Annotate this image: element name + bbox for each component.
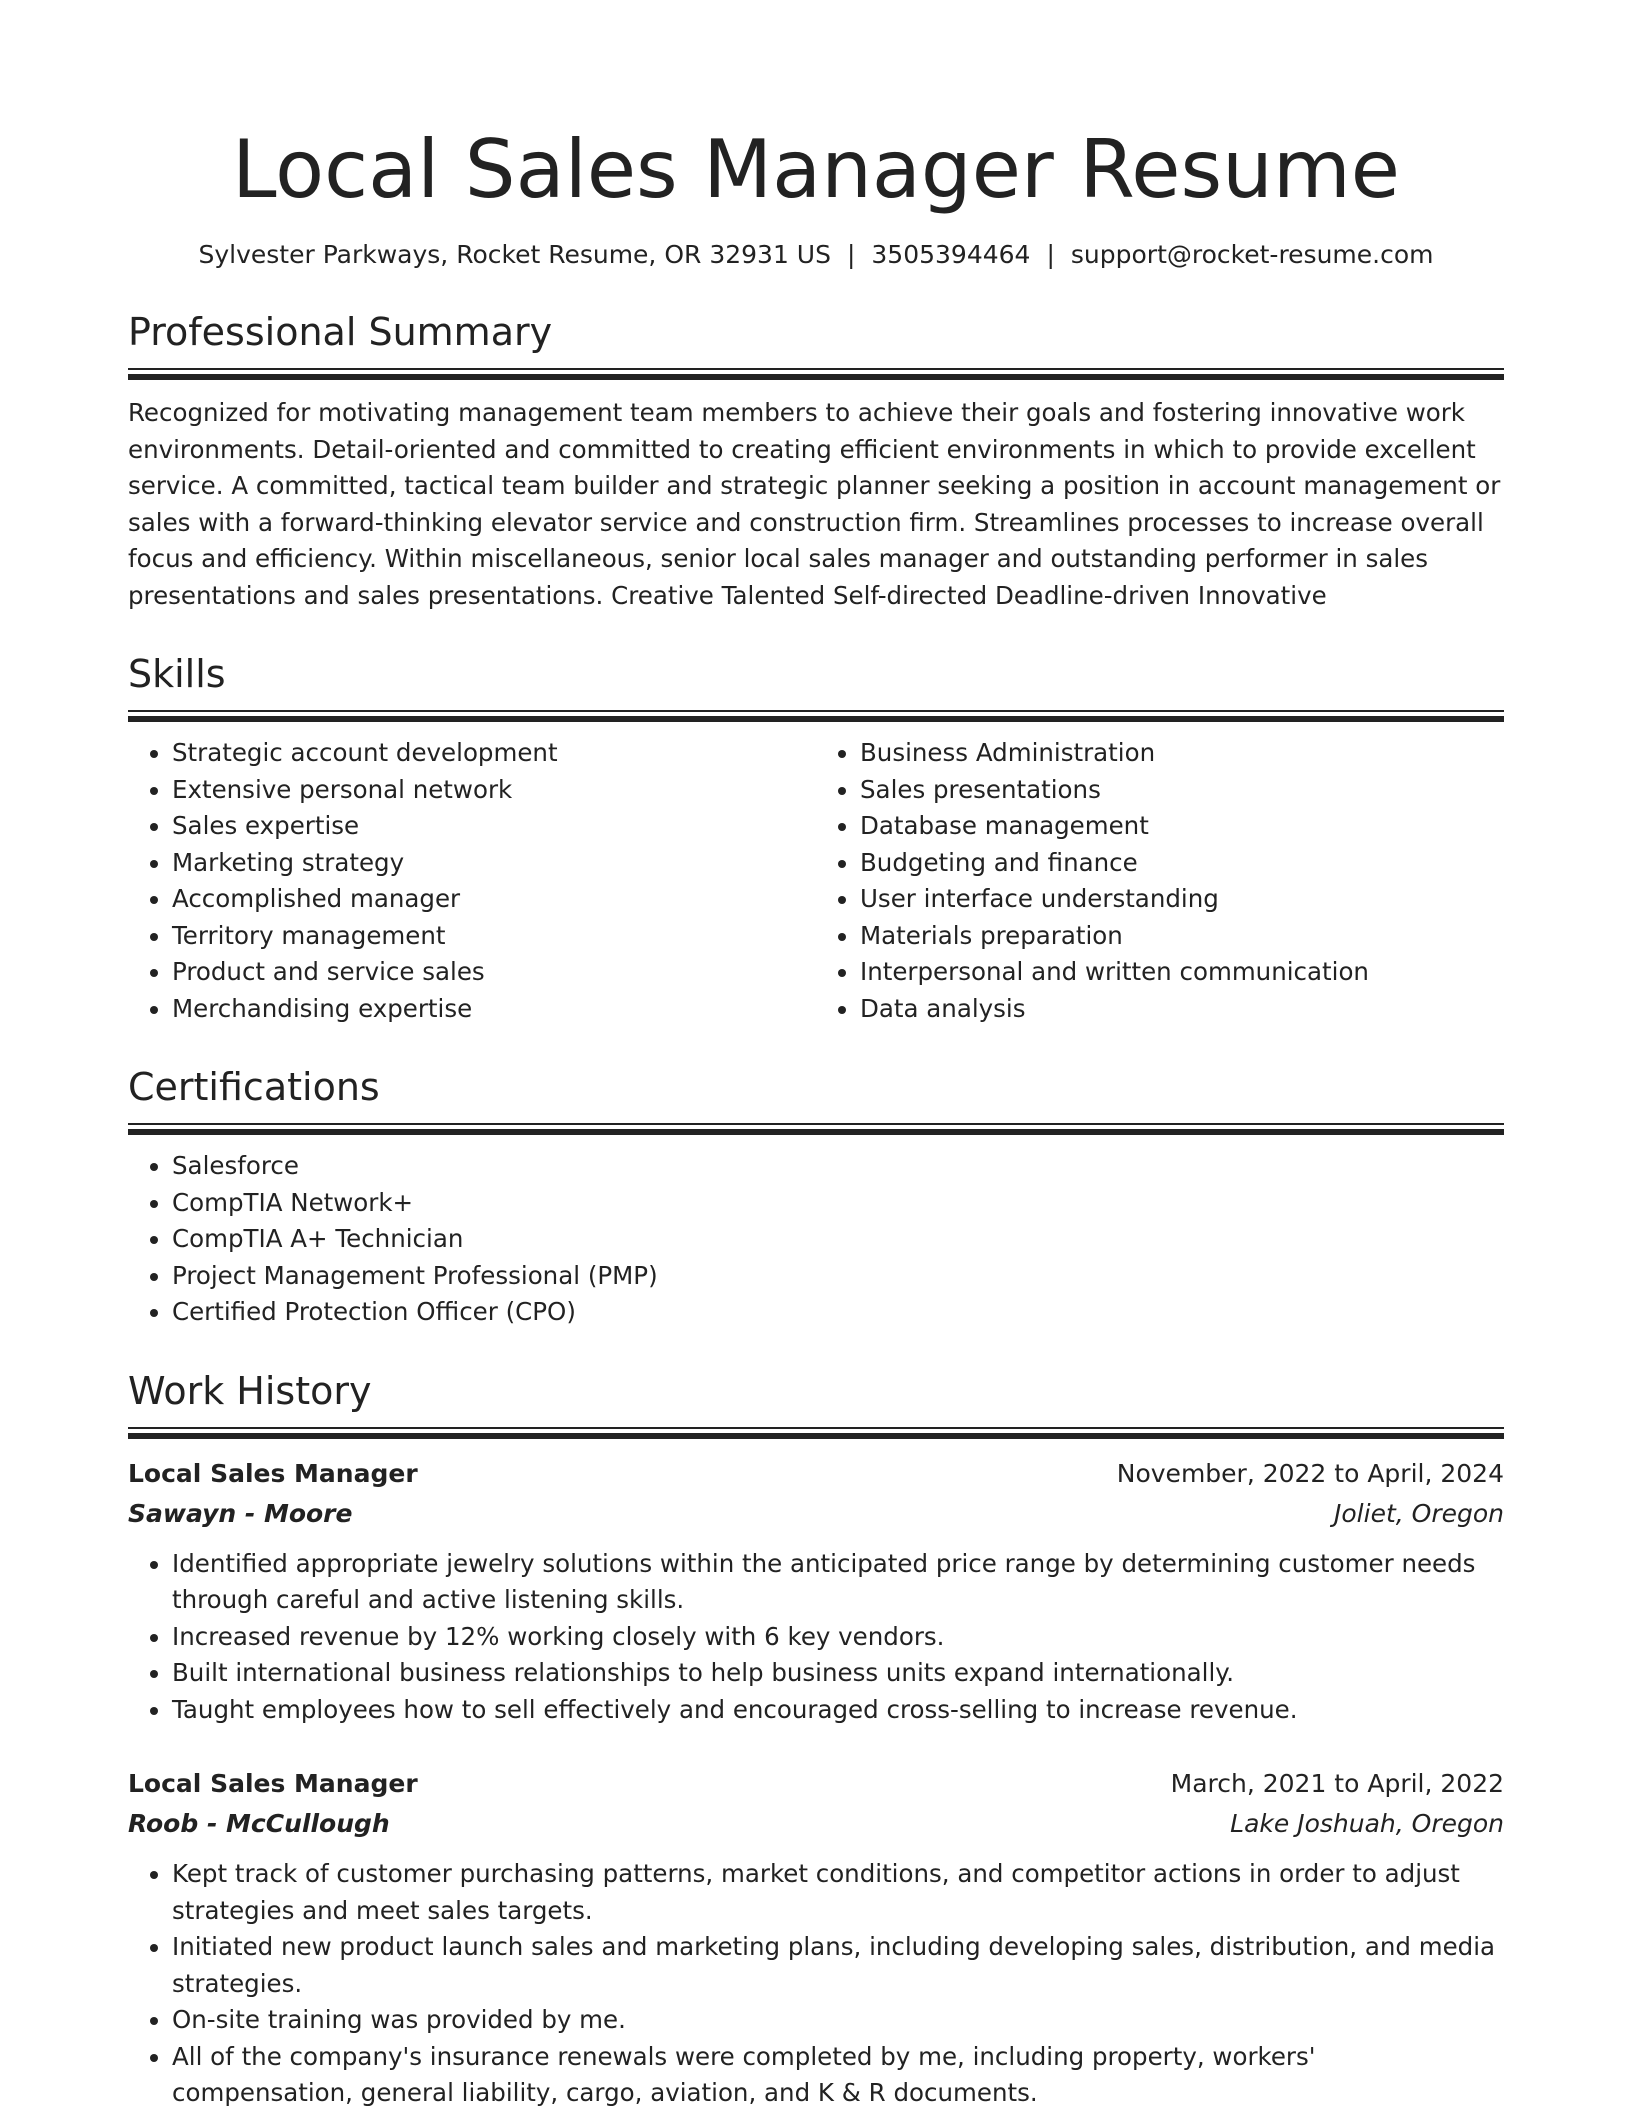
skill-item: • Product and service sales — [172, 954, 816, 991]
page-title: Local Sales Manager Resume — [232, 123, 1400, 216]
job-title: Local Sales Manager — [128, 1458, 418, 1488]
job-bullet: • Identified appropriate jewelry solutions within the anticipated price range by determining customer needs through careful and active listening skills. — [172, 1546, 1504, 1619]
contact-email: support@rocket-resume.com — [1070, 240, 1434, 269]
skill-item: • Interpersonal and written communication — [860, 954, 1504, 991]
section-divider — [128, 1427, 1504, 1438]
job-bullets — [128, 1546, 1504, 1729]
certifications-section — [128, 1063, 1504, 1331]
contact-address: Sylvester Parkways, Rocket Resume, OR 32931 US — [198, 240, 831, 269]
job-title: Local Sales Manager — [128, 1769, 418, 1798]
work-history-section — [128, 1367, 1504, 2112]
skills-heading: Skills — [128, 652, 226, 696]
skill-item: • Database management — [860, 808, 1504, 845]
section-divider — [128, 1123, 1504, 1134]
job-header-row — [128, 1454, 1504, 1494]
job-bullet: • Taught employees how to sell effectively and encouraged cross-selling to increase revenue. — [172, 1692, 1504, 1729]
job-bullet: • Increased revenue by 12% working closely with 6 key vendors. — [172, 1619, 1504, 1656]
skill-item: • Materials preparation — [860, 918, 1504, 955]
certification-item: • CompTIA A+ Technician — [172, 1221, 1504, 1258]
certifications-heading: Certifications — [128, 1065, 380, 1109]
skills-list-right — [816, 735, 1504, 1027]
certification-item: • Project Management Professional (PMP) — [172, 1258, 1504, 1295]
skills-section — [128, 650, 1504, 1027]
summary-section — [128, 308, 1504, 614]
job-company-row — [128, 1494, 1504, 1534]
job-header-row — [128, 1764, 1504, 1804]
skills-grid — [128, 735, 1504, 1027]
contact-separator: | — [1046, 240, 1055, 269]
work-history-heading: Work History — [128, 1368, 372, 1413]
certification-item: • Salesforce — [172, 1148, 1504, 1185]
skill-item: • Accomplished manager — [172, 881, 816, 918]
certifications-list — [128, 1148, 1504, 1331]
skills-list-left — [128, 735, 816, 1027]
summary-heading: Professional Summary — [128, 310, 553, 354]
job-bullets — [128, 1856, 1504, 2112]
skill-item: • Sales presentations — [860, 772, 1504, 809]
job-dates: November, 2022 to April, 2024 — [1116, 1458, 1504, 1488]
job-company: Roob - McCullough — [128, 1809, 390, 1838]
skill-item: • Strategic account development — [172, 735, 816, 772]
skill-item: • Marketing strategy — [172, 845, 816, 882]
skill-item: • Extensive personal network — [172, 772, 816, 809]
contact-phone: 3505394464 — [871, 240, 1031, 269]
certification-item: • Certified Protection Officer (CPO) — [172, 1294, 1504, 1331]
skill-item: • Merchandising expertise — [172, 991, 816, 1028]
job-bullet: • Kept track of customer purchasing patterns, market conditions, and competitor actions in order to adjust strategies and meet sales targets. — [172, 1856, 1504, 1929]
job-bullet: • Built international business relationships to help business units expand internationally. — [172, 1655, 1504, 1692]
section-divider — [128, 710, 1504, 721]
skill-item: • Budgeting and finance — [860, 845, 1504, 882]
contact-separator: | — [846, 240, 856, 269]
job-company-row — [128, 1804, 1504, 1844]
contact-line — [128, 238, 1504, 272]
skill-item: • Data analysis — [860, 991, 1504, 1028]
job-dates: March, 2021 to April, 2022 — [1170, 1769, 1504, 1798]
job-location: Lake Joshuah, Oregon — [1230, 1809, 1504, 1838]
job-bullet: • All of the company's insurance renewals were completed by me, including property, workers' compensation, general liability, cargo, aviation, and K & R documents. — [172, 2039, 1504, 2112]
skill-item: • Territory management — [172, 918, 816, 955]
job-company: Sawayn - Moore — [128, 1498, 353, 1528]
job-entry — [128, 1764, 1504, 2112]
job-entry — [128, 1454, 1504, 1729]
summary-text: Recognized for motivating management team members to achieve their goals and fostering innovative work environments. Detail-oriented and committed to creating efficient environments in which to provide excellent service. A committed, tactical team builder and strategic planner seeking a position in account management or sales with a forward-thinking elevator service and construction firm. Streamlines processes to increase overall focus and efficiency. Within miscellaneous, senior local sales manager and outstanding performer in sales presentations and sales presentations. Creative Talented Self-directed Deadline-driven Innovative — [128, 398, 1501, 610]
section-divider — [128, 368, 1504, 379]
certification-item: • CompTIA Network+ — [172, 1185, 1504, 1222]
skill-item: • User interface understanding — [860, 881, 1504, 918]
skill-item: • Business Administration — [860, 735, 1504, 772]
job-location: Joliet, Oregon — [1334, 1498, 1504, 1528]
job-bullet: • Initiated new product launch sales and marketing plans, including developing sales, distribution, and media strategies. — [172, 1929, 1504, 2002]
job-bullet: • On-site training was provided by me. — [172, 2002, 1504, 2039]
skill-item: • Sales expertise — [172, 808, 816, 845]
